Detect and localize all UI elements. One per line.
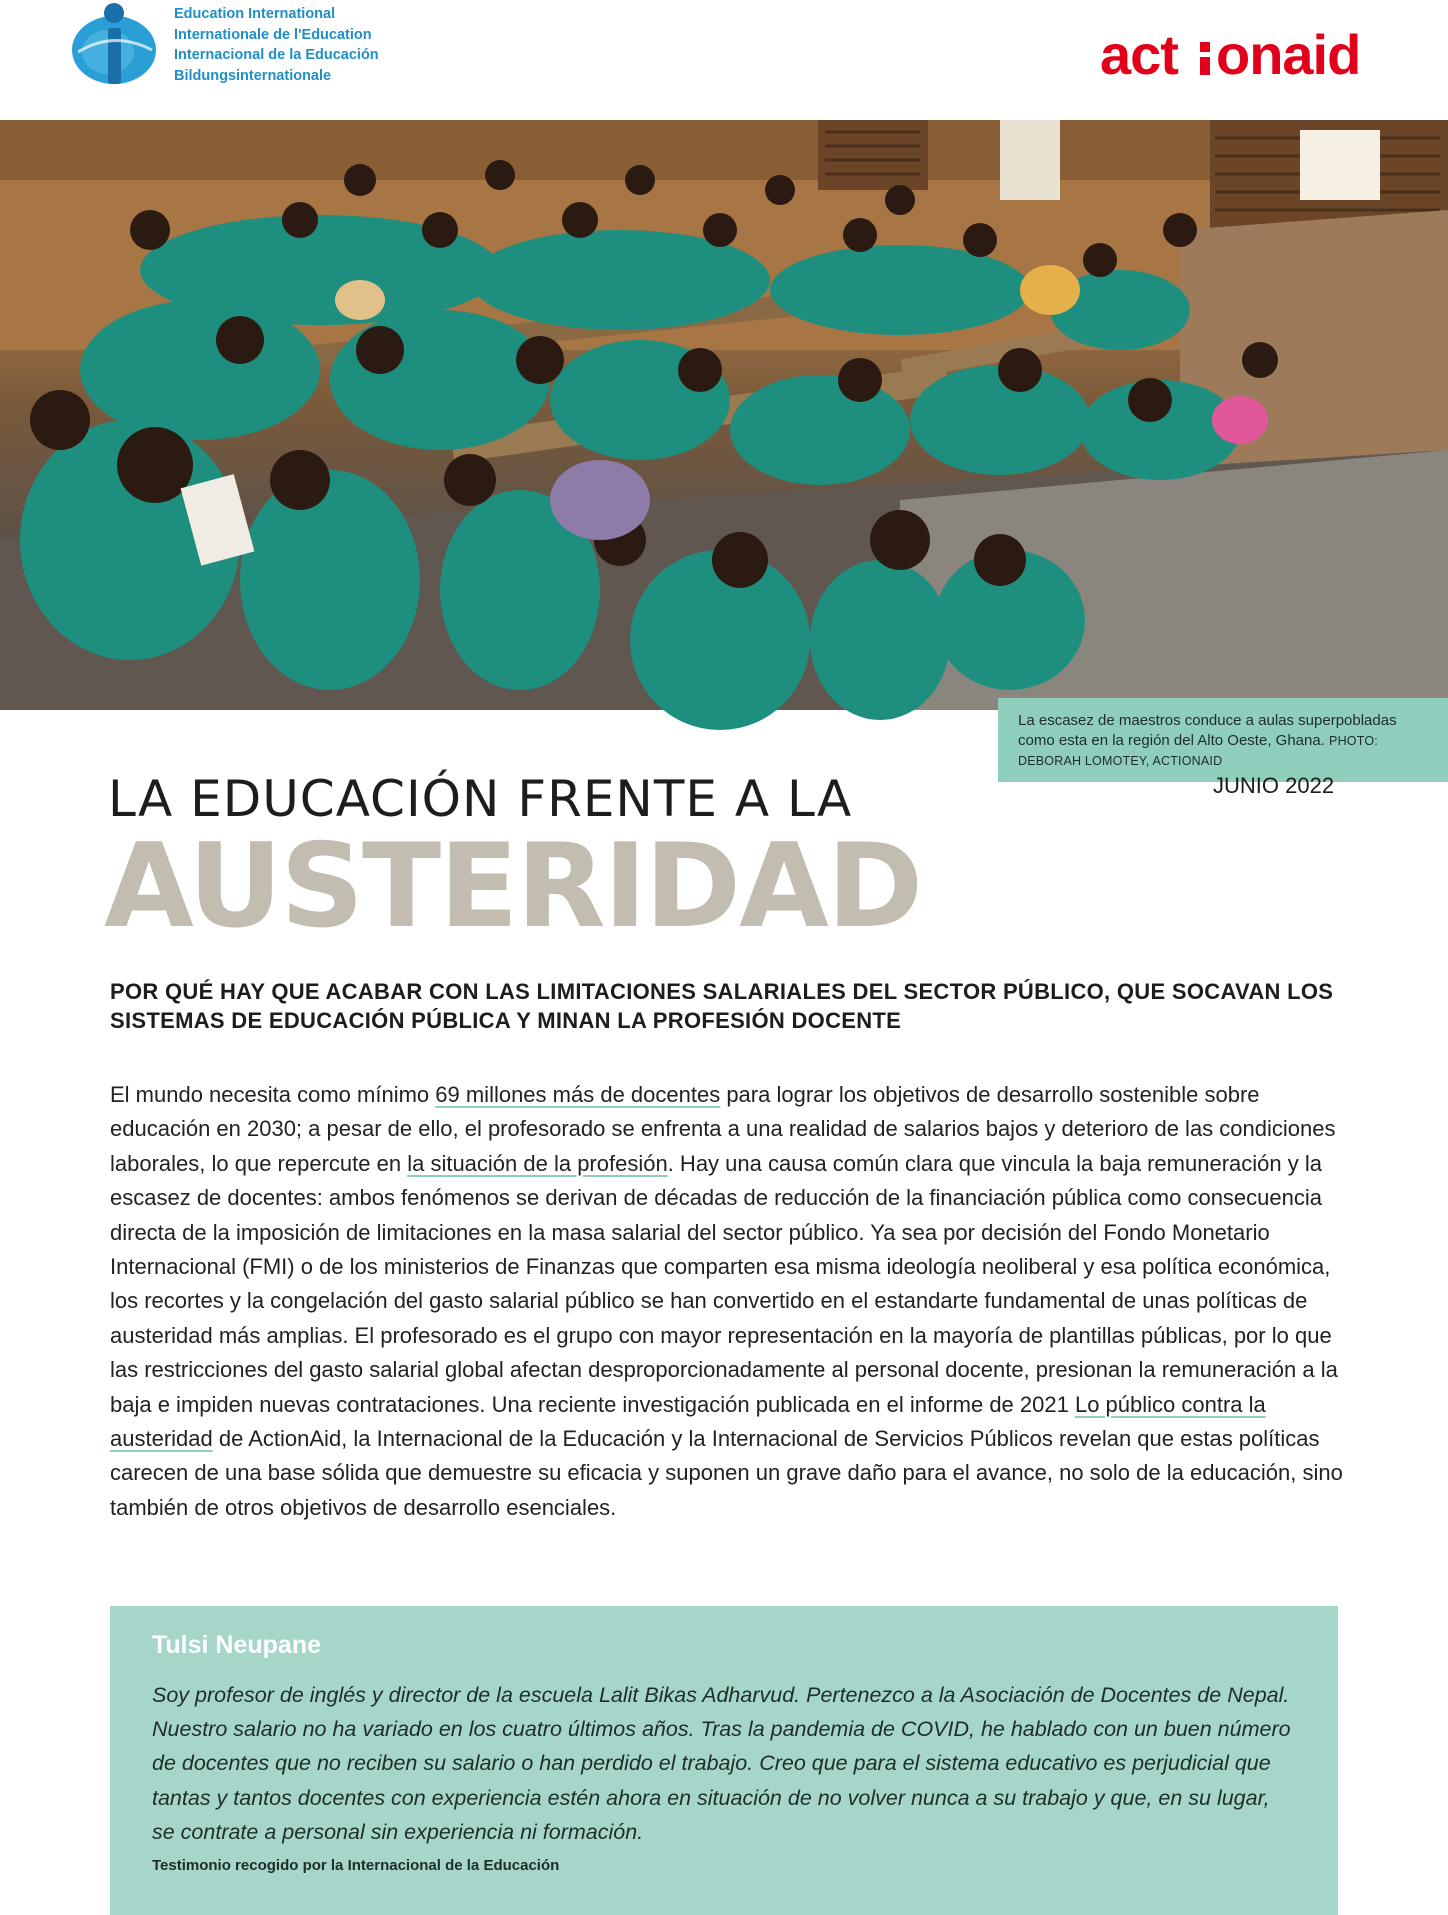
ei-line-en: Education International (174, 6, 336, 22)
publication-date: JUNIO 2022 (1213, 773, 1335, 798)
actionaid-logo (1100, 23, 1412, 86)
body-text-3: . Hay una causa común clara que vincula la baja remuneración y la escasez de docentes: ambos fenómenos se derivan de décadas de reducción de la financiación pública como consecuencia directa de la imposición de limitaciones en la masa salarial del sector público. Ya sea por decisión del Fondo Monetario Internacional (FMI) o de los ministerios de Finanzas que comparten esa misma ideología neoliberal y esa política económica, los recortes y la congelación del gasto salarial público se han convertido en el estandarte fundamental de unas políticas de austeridad más amplias. El profesorado es el grupo con mayor representación en la mayoría de plantillas públicas, por lo que las restricciones del gasto salarial global afectan desproporcionadamente al personal docente, presionan la remuneración a la baja e impiden nuevas contrataciones. Una reciente investigación publicada en el informe de 2021 (110, 1150, 1338, 1417)
svg-text:act: act (1100, 23, 1178, 86)
testimony-source: Testimonio recogido por la Internacional de la Educación (152, 1857, 560, 1875)
caption-text: La escasez de maestros conduce a aulas superpobladas como esta en la región del Alto Oeste, Ghana. (1018, 712, 1397, 749)
link-69-million-teachers[interactable]: 69 millones más de docentes (435, 1082, 721, 1107)
title-line-2: AUSTERIDAD (104, 819, 922, 954)
ei-line-fr: Internationale de l'Education (174, 26, 372, 43)
testimony-quote: Soy profesor de inglés y director de la escuela Lalit Bikas Adharvud. Pertenezco a la Asociación de Docentes de Nepal. Nuestro salario no ha variado en los cuatro últimos años. Tras la pandemia de COVID, he hablado con un buen número de docentes que no reciben su salario o han perdido el trabajo. Creo que para el sistema educativo es perjudicial que tantas y tantos docentes con experiencia estén ahora en situación de no volver nunca a su trabajo y que, en su lugar, se contrate a personal sin experiencia ni formación. (152, 1683, 1291, 1844)
body-text-2: para lograr los objetivos de desarrollo sostenible sobre educación en 2030; a pesar de ello, el profesorado se enfrenta a una realidad de salarios bajos y deterioro de las condiciones laborales, lo que repercute en (110, 1082, 1336, 1176)
ei-line-de: Bildungsinternationale (174, 67, 332, 84)
ei-name-lines (174, 4, 379, 86)
photo-caption (998, 698, 1448, 782)
svg-text:onaid: onaid (1216, 23, 1361, 86)
link-public-vs-austerity-report[interactable]: Lo público contra la austeridad (110, 1391, 1266, 1452)
education-international-logo (68, 0, 398, 95)
page-header (0, 0, 1448, 120)
body-text-1: El mundo necesita como mínimo (110, 1082, 436, 1107)
body-text-4: de ActionAid, la Internacional de la Educación y la Internacional de Servicios Públicos revelan que estas políticas carecen de una base sólida que demuestre su eficacia y suponen un grave daño para el avance, no solo de la educación, sino también de otros objetivos de desarrollo esenciales. (110, 1426, 1343, 1520)
testimony-name: Tulsi Neupane (152, 1631, 322, 1659)
classroom-photo-illustration (0, 120, 1448, 710)
ei-line-es: Internacional de la Educación (174, 47, 379, 63)
body-paragraph (110, 1078, 1345, 1525)
hero-photo (0, 120, 1448, 768)
caption-credit: PHOTO: DEBORAH LOMOTEY, ACTIONAID (1018, 733, 1378, 768)
link-teaching-profession-status[interactable]: la situación de la profesión (407, 1150, 668, 1176)
ei-emblem-icon (68, 0, 160, 92)
subtitle: POR QUÉ HAY QUE ACABAR CON LAS LIMITACIONES SALARIALES DEL SECTOR PÚBLICO, QUE SOCAVAN LOS SISTEMAS DE EDUCACIÓN PÚBLICA Y MINAN LA PROFESIÓN DOCENTE (110, 979, 1334, 1033)
title-line-1: LA EDUCACIÓN FRENTE A LA (108, 770, 853, 828)
testimony-box (110, 1606, 1338, 1915)
